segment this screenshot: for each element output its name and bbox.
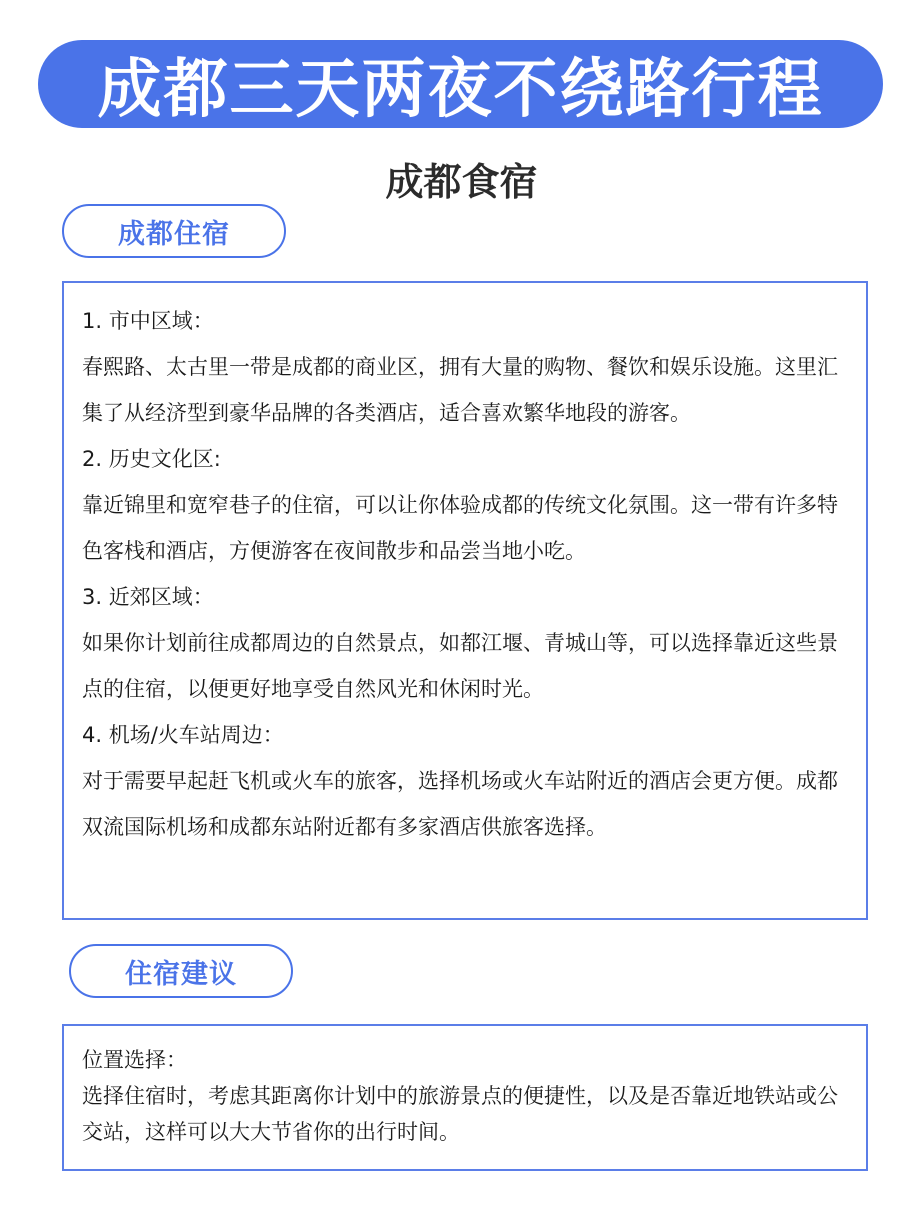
accommodation-areas-box	[62, 281, 868, 920]
section-label-suggestion	[69, 944, 293, 998]
area-description: 春熙路、太古里一带是成都的商业区，拥有大量的购物、餐饮和娱乐设施。这里汇集了从经济型到豪华品牌的各类酒店，适合喜欢繁华地段的游客。	[82, 355, 838, 425]
suggestion-text: 选择住宿时，考虑其距离你计划中的旅游景点的便捷性，以及是否靠近地铁站或公交站，这样可以大大节省你的出行时间。	[82, 1084, 838, 1144]
area-description: 靠近锦里和宽窄巷子的住宿，可以让你体验成都的传统文化氛围。这一带有许多特色客栈和酒店，方便游客在夜间散步和品尝当地小吃。	[82, 493, 838, 563]
area-item	[82, 436, 850, 574]
area-heading: 1. 市中区域：	[82, 309, 214, 333]
area-heading: 3. 近郊区域：	[82, 585, 214, 609]
suggestion-box	[62, 1024, 868, 1171]
area-description: 对于需要早起赶飞机或火车的旅客，选择机场或火车站附近的酒店会更方便。成都双流国际机场和成都东站附近都有多家酒店供旅客选择。	[82, 769, 838, 839]
section-label-text: 住宿建议	[125, 958, 237, 990]
area-heading: 4. 机场/火车站周边：	[82, 723, 284, 747]
title-banner	[38, 40, 883, 128]
page-subtitle: 成都食宿	[385, 160, 538, 204]
suggestion-heading: 位置选择：	[82, 1048, 187, 1072]
section-label-accommodation	[62, 204, 286, 258]
area-item	[82, 712, 850, 850]
page-title: 成都三天两夜不绕路行程	[97, 53, 824, 127]
area-item	[82, 298, 850, 436]
area-description: 如果你计划前往成都周边的自然景点，如都江堰、青城山等，可以选择靠近这些景点的住宿，以便更好地享受自然风光和休闲时光。	[82, 631, 838, 701]
section-label-text: 成都住宿	[118, 218, 230, 250]
area-heading: 2. 历史文化区:	[82, 447, 221, 471]
area-item	[82, 574, 850, 712]
